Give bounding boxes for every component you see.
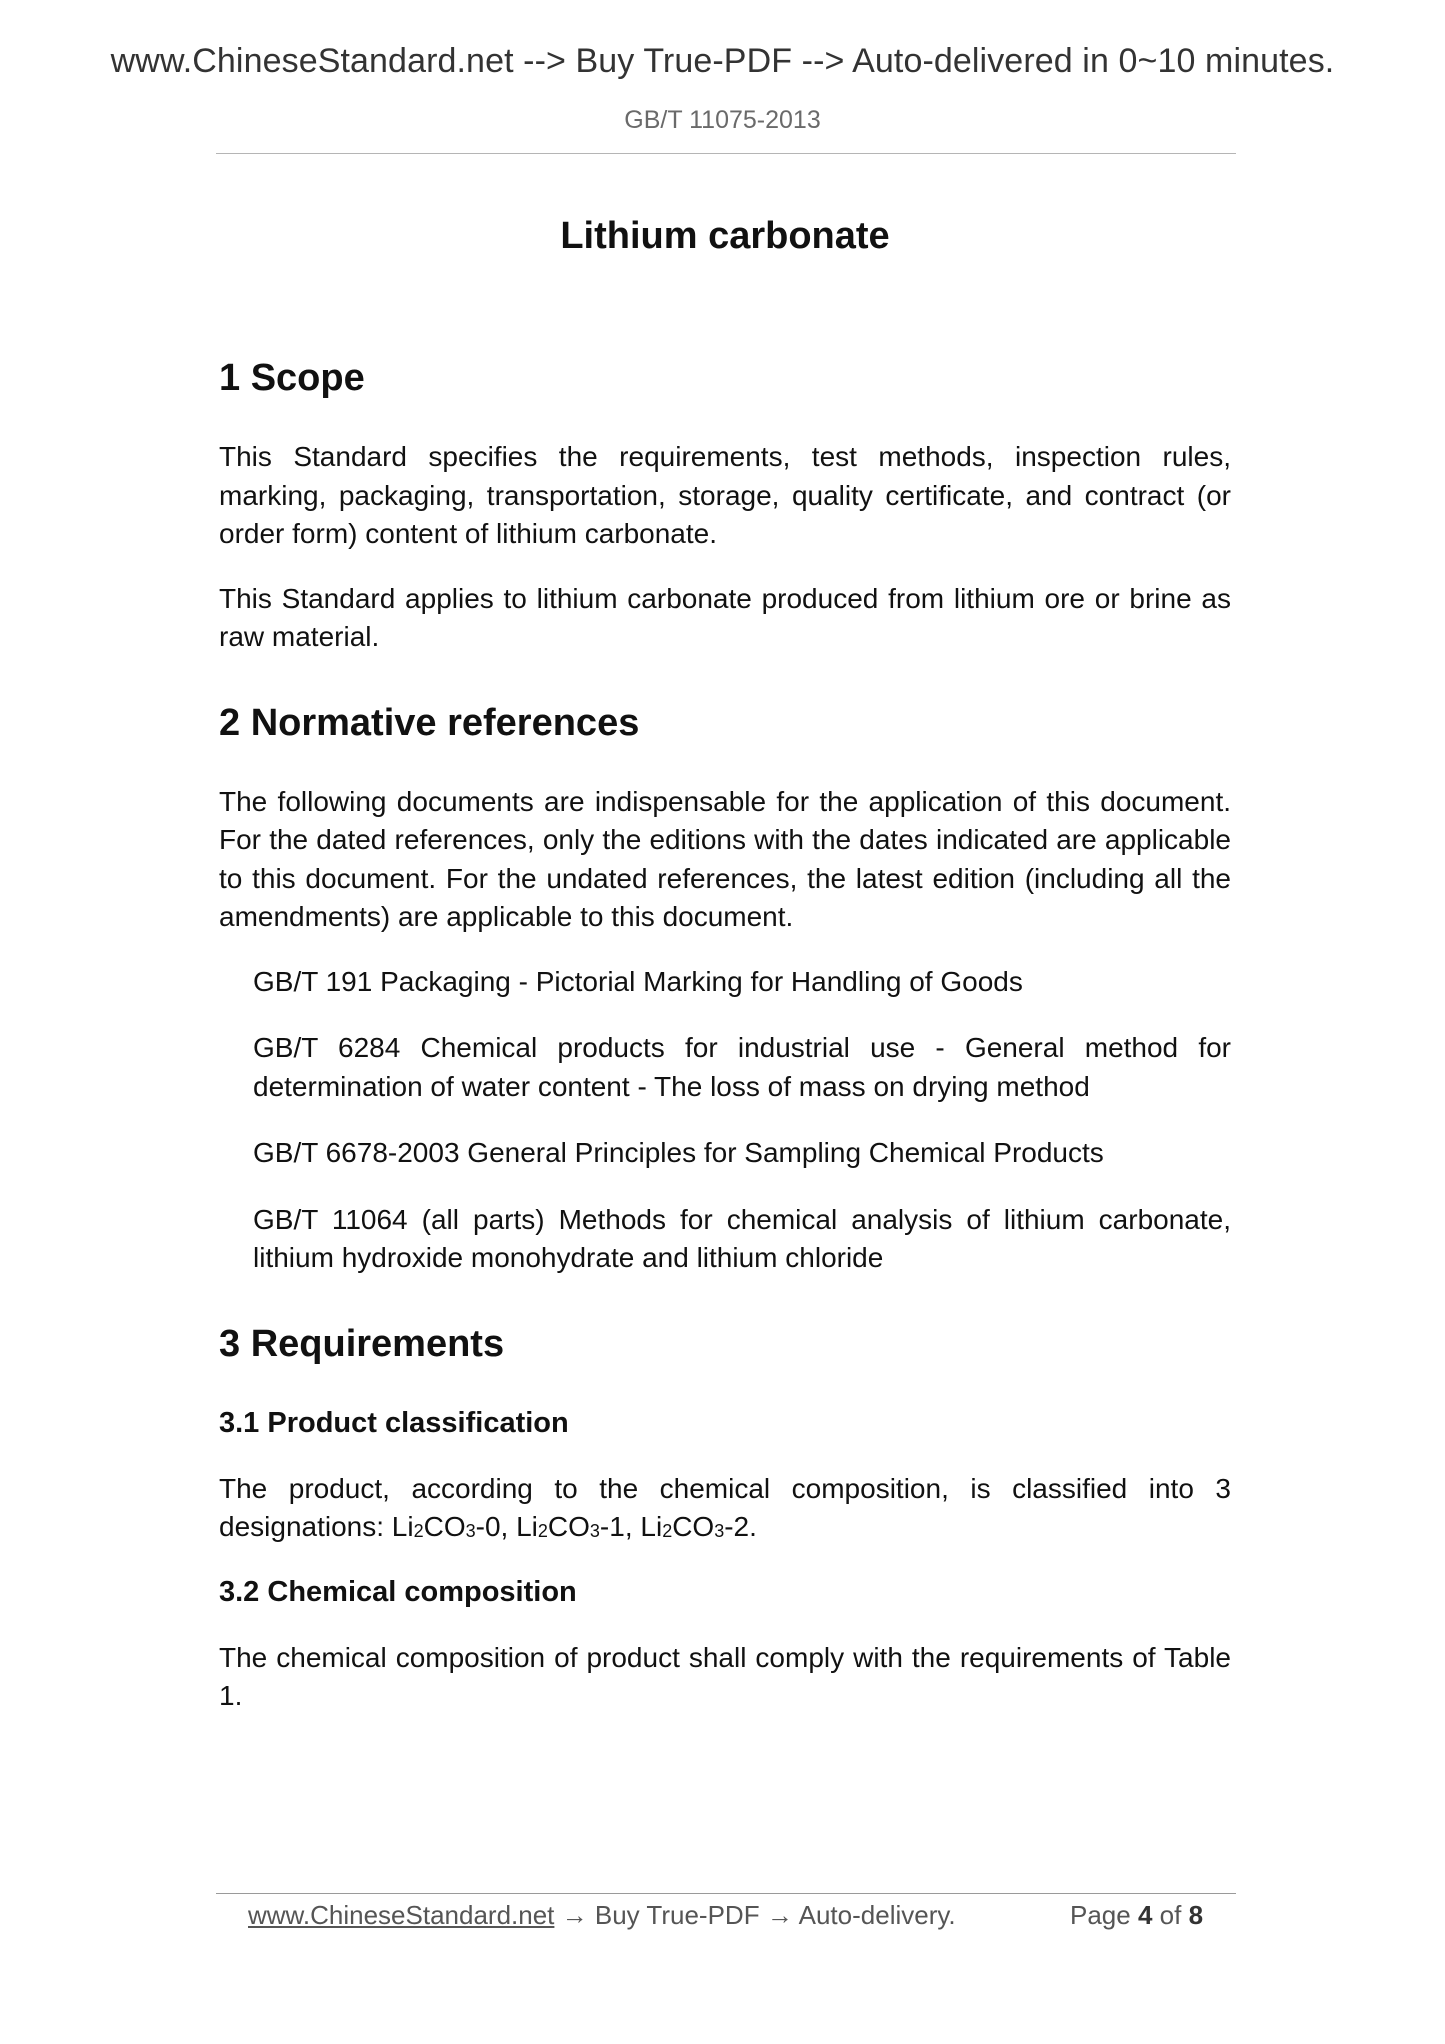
reference-item: GB/T 191 Packaging - Pictorial Marking for Handling of Goods (253, 965, 1023, 997)
footer-buy-text: Buy True-PDF (594, 1900, 760, 1930)
standard-code: GB/T 11075-2013 (624, 106, 821, 134)
page-footer (248, 1898, 1228, 1932)
subsection-heading-product-classification: 3.1 Product classification (219, 1406, 569, 1439)
product-classification-paragraph: The product, according to the chemical composition, is classified into 3 designations: $Li_2CO_3-0$, $Li_2CO_3-1$, $Li_2CO_3-2$. (219, 1472, 1231, 1542)
designation: $Li_2CO_3-0$ (391, 1511, 501, 1542)
reference-item: GB/T 11064 (all parts) Methods for chemical analysis of lithium carbonate, lithium hydroxide monohydrate and lithium chloride (253, 1203, 1231, 1273)
header-divider (216, 153, 1236, 154)
page-number: Page 4 of 8 (1070, 1900, 1204, 1930)
section-heading-requirements: 3 Requirements (219, 1322, 505, 1365)
arrow-right-icon: → (561, 1900, 588, 1930)
classification-text: The product, according to the chemical composition, is classified into 3 designations: (219, 1472, 1231, 1542)
document-title: Lithium carbonate (560, 215, 890, 257)
document-body (219, 212, 1231, 1742)
reference-item: GB/T 6284 Chemical products for industrial use - General method for determination of water content - The loss of mass on drying method (253, 1032, 1231, 1102)
scope-paragraph-1: This Standard specifies the requirements, test methods, inspection rules, marking, packaging, transportation, storage, quality certificate, and contract (or order form) content of lithium carbonate. (219, 441, 1231, 549)
subsection-heading-chemical-composition: 3.2 Chemical composition (219, 1575, 577, 1608)
reference-item: GB/T 6678-2003 General Principles for Sampling Chemical Products (253, 1137, 1104, 1168)
section-heading-normative-references: 2 Normative references (219, 701, 640, 744)
footer-site-link[interactable]: www.ChineseStandard.net (248, 1900, 555, 1930)
arrow-right-icon: → (766, 1900, 793, 1930)
scope-paragraph-2: This Standard applies to lithium carbonate produced from lithium ore or brine as raw material. (219, 582, 1231, 652)
footer-divider (216, 1893, 1236, 1894)
designation: $Li_2CO_3-2$ (640, 1511, 750, 1542)
chemical-composition-paragraph: The chemical composition of product shall comply with the requirements of Table 1. (219, 1641, 1231, 1711)
section-heading-scope: 1 Scope (219, 357, 365, 399)
top-banner: www.ChineseStandard.net --> Buy True-PDF --> Auto-delivered in 0~10 minutes. (110, 42, 1335, 80)
designation: $Li_2CO_3-1$ (516, 1511, 625, 1542)
footer-delivery-text: Auto-delivery. (798, 1900, 956, 1930)
normative-intro-paragraph: The following documents are indispensable for the application of this document. For the dated references, only the editions with the dates indicated are applicable to this document. For the undated references, the latest edition (including all the amendments) are applicable to this document. (219, 785, 1231, 932)
